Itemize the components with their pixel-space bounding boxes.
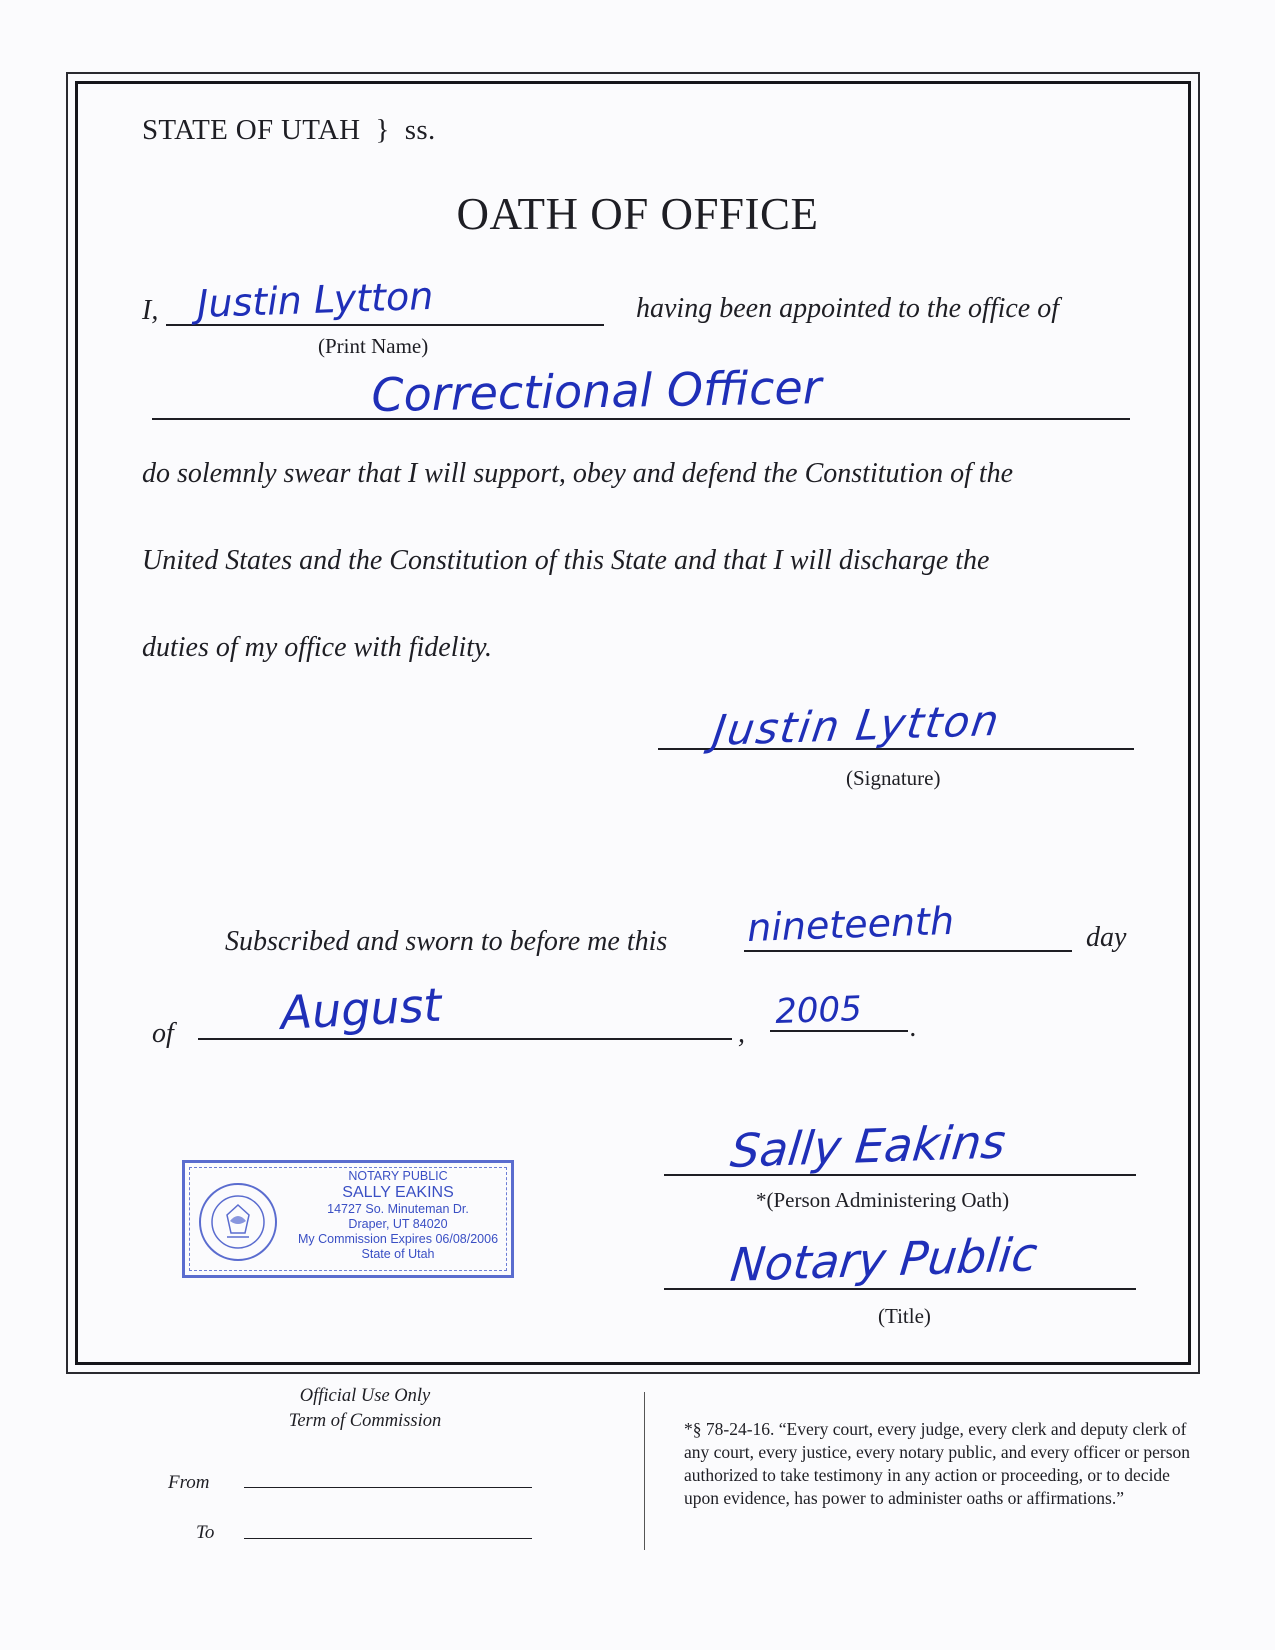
notary-stamp [182, 1160, 514, 1278]
handwritten-day: nineteenth [746, 898, 955, 950]
i-prefix: I, [142, 295, 159, 326]
appointed-text: having been appointed to the office of [636, 293, 1060, 324]
from-label: From [168, 1472, 210, 1493]
divider [644, 1392, 645, 1550]
handwritten-month: August [279, 977, 443, 1040]
state-seal-icon [197, 1181, 279, 1263]
period: . [910, 1012, 917, 1043]
handwritten-office: Correctional Officer [371, 360, 823, 422]
oath-line-3: duties of my office with fidelity. [142, 632, 492, 663]
day-line [744, 950, 1072, 952]
official-use-heading: Official Use Only [299, 1386, 431, 1406]
stamp-text [293, 1169, 503, 1262]
subscribed-text: Subscribed and sworn to before me this [225, 926, 668, 957]
venue-line: STATE OF UTAH } ss. [142, 114, 436, 146]
oath-line-1: do solemnly swear that I will support, obey and defend the Constitution of the [142, 458, 1014, 489]
term-of-commission-heading: Term of Commission [288, 1411, 442, 1431]
oath-line-2: United States and the Constitution of this State and that I will discharge the [142, 545, 990, 576]
administering-label: *(Person Administering Oath) [756, 1188, 1010, 1212]
stamp-line-1: NOTARY PUBLIC [348, 1169, 448, 1183]
stamp-line-4: Draper, UT 84020 [348, 1217, 448, 1231]
stamp-line-6: State of Utah [361, 1247, 435, 1261]
handwritten-notary-signature: Sally Eakins [728, 1114, 1009, 1178]
of-word: of [152, 1018, 174, 1049]
print-name-label: (Print Name) [318, 334, 429, 358]
stamp-line-2: SALLY EAKINS [342, 1184, 454, 1201]
page-title: OATH OF OFFICE [456, 189, 819, 239]
handwritten-year: 2005 [774, 989, 863, 1032]
office-line [152, 418, 1130, 420]
to-line [244, 1538, 532, 1539]
from-line [244, 1487, 532, 1488]
day-word: day [1086, 922, 1127, 953]
handwritten-title: Notary Public [728, 1227, 1040, 1292]
statute-footnote: *§ 78-24-16. “Every court, every judge, every clerk and deputy clerk of any court, every justice, every notary public, and every officer or person authorized to take testimony in any action or proceeding, or to decide upon evidence, has power to administer oaths or affirmations.” [684, 1419, 1191, 1508]
stamp-line-3: 14727 So. Minuteman Dr. [327, 1202, 469, 1216]
handwritten-signature: Justin Lytton [710, 695, 1004, 755]
stamp-line-5: My Commission Expires 06/08/2006 [297, 1232, 499, 1246]
to-label: To [196, 1522, 215, 1543]
comma: , [738, 1018, 745, 1049]
signature-label: (Signature) [846, 766, 941, 790]
handwritten-name: Justin Lytton [196, 273, 435, 326]
month-line [198, 1038, 732, 1040]
title-label: (Title) [878, 1304, 931, 1328]
